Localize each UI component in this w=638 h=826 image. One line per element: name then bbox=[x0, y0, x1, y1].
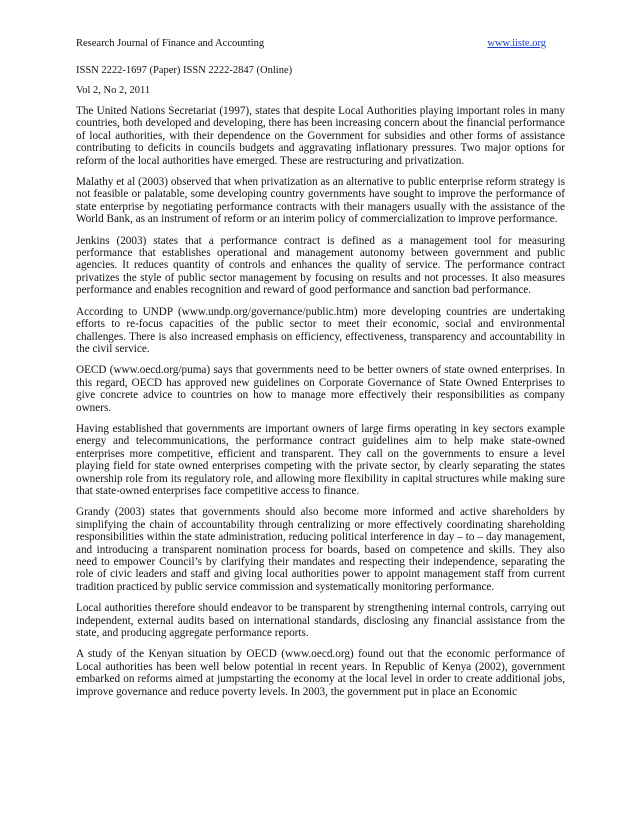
paragraph: Jenkins (2003) states that a performance contract is defined as a management tool for measuring performance that establishes operational and management autonomy between government and public agencies. It reduces quantity of controls and enhances the quality of service. The performance contract privatizes the style of public sector management by focusing on results and not processes. It also measures performance and enables recognition and reward of good performance and sanction bad performance. bbox=[76, 234, 565, 297]
journal-name: Research Journal of Finance and Accounting bbox=[76, 38, 265, 49]
body-text bbox=[76, 105, 565, 707]
paragraph: Malathy et al (2003) observed that when privatization as an alternative to public enterprise reform strategy is not feasible or palatable, some developing country governments have sought to improve the performance of state enterprise by negotiating performance contracts with their managers usually with the assistance of the World Bank, as an instrument of reform or an interim policy of commercialization to improve performance. bbox=[76, 176, 565, 226]
paragraph: A study of the Kenyan situation by OECD (www.oecd.org) found out that the economic performance of Local authorities has been well below potential in recent years. In Republic of Kenya (2002), government embarked on reforms aimed at jumpstarting the economy at the local level in order to create additional jobs, improve governance and reduce poverty levels. In 2003, the government put in place an Economic bbox=[76, 648, 565, 698]
issn-line: ISSN 2222-1697 (Paper) ISSN 2222-2847 (Online) bbox=[76, 65, 293, 76]
paragraph: OECD (www.oecd.org/puma) says that governments need to be better owners of state owned enterprises. In this regard, OECD has approved new guidelines on Corporate Governance of State Owned Enterprises to give concrete advice to countries on how to manage more effectively their responsibilities as company owners. bbox=[76, 364, 565, 414]
paragraph: According to UNDP (www.undp.org/governance/public.htm) more developing countries are undertaking efforts to re-focus capacities of the public sector to meet their economic, social and environmental challenges. There is also increased emphasis on efficiency, effectiveness, transparency and accountability in the civil service. bbox=[76, 305, 565, 355]
running-header bbox=[76, 38, 546, 49]
paragraph: Having established that governments are important owners of large firms operating in key sectors example energy and telecommunications, the performance contract guidelines aim to help make state-owned enterprises more competitive, efficient and transparent. They call on the governments to ensure a level playing field for state owned enterprises competing with the private sector, by clearly separating the states ownership role from its regulatory role, and allowing more flexibility in capital structures while making sure that state-owned enterprises face competitive access to finance. bbox=[76, 422, 565, 497]
volume-line: Vol 2, No 2, 2011 bbox=[76, 85, 151, 96]
paragraph: The United Nations Secretariat (1997), states that despite Local Authorities playing important roles in many countries, both developed and developing, there has been increasing concern about the financial performance of local authorities, with their dependence on the Government for subsidies and other forms of assistance contributing to deficits in councils budgets and aggravating inflationary pressures. Two major options for reform of the local authorities have emerged. These are restructuring and privatization. bbox=[76, 105, 565, 167]
paragraph: Local authorities therefore should endeavor to be transparent by strengthening internal controls, carrying out independent, external audits based on international standards, disclosing any financial assistance from the state, and producing aggregate performance reports. bbox=[76, 602, 565, 640]
paragraph: Grandy (2003) states that governments should also become more informed and active shareholders by simplifying the chain of accountability through centralizing or more effectively coordinating shareholding responsibilities within the state administration, reducing political interference in day – to – day management, and introducing a transparent nomination process for boards, based on competence and skills. They also need to empower Council’s by clarifying their mandates and respecting their independence, separating the role of civic leaders and staff and giving local authorities power to appoint management staff from current tradition practiced by public service commission and systematically monitoring performance. bbox=[76, 506, 565, 593]
journal-url-link[interactable]: www.iiste.org bbox=[487, 38, 546, 49]
